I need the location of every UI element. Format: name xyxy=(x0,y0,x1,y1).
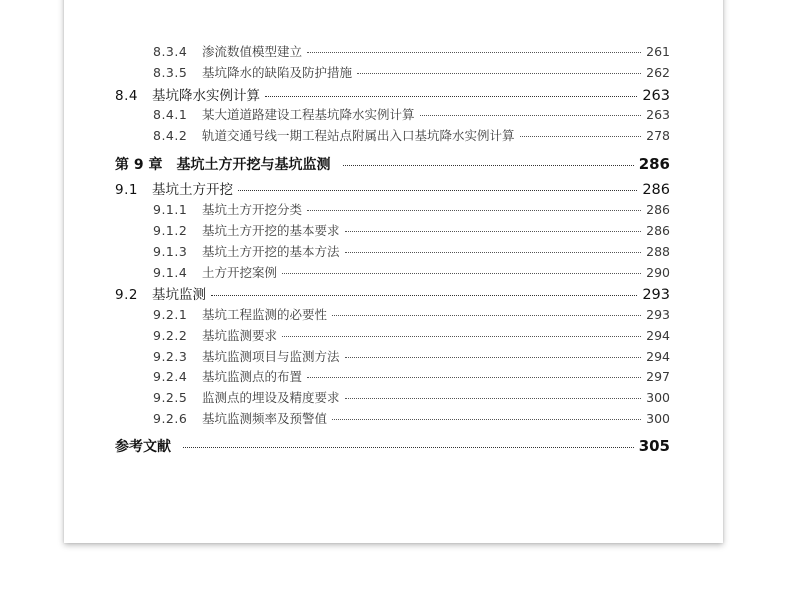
toc-entry-title: 基坑监测项目与监测方法 xyxy=(202,349,340,364)
toc-entry-title: 基坑土方开挖与基坑监测 xyxy=(176,157,331,173)
toc-leader-dots xyxy=(345,252,642,253)
toc-entry xyxy=(115,263,670,281)
toc-entry-number: 8.3.4 xyxy=(153,44,188,59)
toc-entry-page: 262 xyxy=(646,65,670,80)
toc-entry-title: 基坑工程监测的必要性 xyxy=(202,307,328,322)
toc-entry-page: 293 xyxy=(642,287,670,303)
toc-entry-page: 294 xyxy=(646,349,670,364)
toc-entry-page: 294 xyxy=(646,328,670,343)
toc-leader-dots xyxy=(520,136,642,137)
toc-entry-page: 263 xyxy=(646,107,670,122)
toc-leader-dots xyxy=(183,447,634,448)
toc-entry-page: 288 xyxy=(646,244,670,259)
toc-entry-title: 基坑监测点的布置 xyxy=(202,369,303,384)
toc-entry-page: 286 xyxy=(646,202,670,217)
toc-entry-title: 基坑降水的缺陷及防护措施 xyxy=(202,65,353,80)
toc-leader-dots xyxy=(211,295,637,296)
toc-entry xyxy=(115,221,670,239)
toc-entry xyxy=(115,326,670,344)
toc-entry-title: 某大道道路建设工程基坑降水实例计算 xyxy=(202,107,415,122)
toc-entry xyxy=(115,42,670,60)
toc-entry-number: 9.1.4 xyxy=(153,265,188,280)
toc-entry-title: 基坑土方开挖的基本要求 xyxy=(202,223,340,238)
toc-entry xyxy=(115,305,670,323)
toc-entry-title: 基坑土方开挖 xyxy=(152,182,233,198)
toc-entry-page: 278 xyxy=(646,128,670,143)
toc-entry-title: 基坑降水实例计算 xyxy=(152,88,260,104)
toc-entry-number: 8.4 xyxy=(115,88,138,104)
toc-entry-title: 渗流数值模型建立 xyxy=(202,44,303,59)
toc-entry-number: 9.1.1 xyxy=(153,202,188,217)
toc-leader-dots xyxy=(343,165,634,166)
toc-entry-number: 9.2.1 xyxy=(153,307,188,322)
toc-entry-title: 参考文献 xyxy=(115,439,171,455)
toc-entry-title: 基坑土方开挖的基本方法 xyxy=(202,244,340,259)
toc-entry xyxy=(115,84,670,104)
toc-entry-title: 土方开挖案例 xyxy=(202,265,278,280)
toc-entry-page: 305 xyxy=(638,437,670,455)
toc-entry-number: 9.2.2 xyxy=(153,328,188,343)
toc-entry xyxy=(115,388,670,406)
toc-entry-page: 263 xyxy=(642,88,670,104)
toc-entry xyxy=(115,200,670,218)
toc-leader-dots xyxy=(345,398,642,399)
toc-entry xyxy=(115,105,670,123)
toc-entry-page: 297 xyxy=(646,369,670,384)
toc-entry-number: 8.4.1 xyxy=(153,107,188,122)
toc-entry-number: 9.2.5 xyxy=(153,390,188,405)
toc-chapter-entry xyxy=(115,154,670,174)
toc-references-entry xyxy=(115,436,670,456)
toc-leader-dots xyxy=(265,96,637,97)
toc-entry-title: 基坑监测频率及预警值 xyxy=(202,411,328,426)
toc-leader-dots xyxy=(332,315,641,316)
toc-entry xyxy=(115,126,670,144)
toc-entry-number: 9.1 xyxy=(115,182,138,198)
toc-leader-dots xyxy=(238,190,637,191)
toc-leader-dots xyxy=(357,73,641,74)
toc-entry-number: 9.2 xyxy=(115,287,138,303)
toc-entry xyxy=(115,283,670,303)
toc-entry-number: 9.2.6 xyxy=(153,411,188,426)
toc-entry-title: 轨道交通号线一期工程站点附属出入口基坑降水实例计算 xyxy=(202,128,515,143)
toc-entry-page: 290 xyxy=(646,265,670,280)
toc-entry-number: 9.2.3 xyxy=(153,349,188,364)
toc-entry-title: 基坑监测要求 xyxy=(202,328,278,343)
toc-leader-dots xyxy=(420,115,642,116)
toc-entry-number: 9.1.2 xyxy=(153,223,188,238)
toc-leader-dots xyxy=(345,231,642,232)
toc-leader-dots xyxy=(282,336,641,337)
toc-entry-page: 300 xyxy=(646,411,670,426)
toc-leader-dots xyxy=(282,273,641,274)
toc-entry xyxy=(115,367,670,385)
toc-leader-dots xyxy=(345,357,642,358)
toc-entry-number: 8.4.2 xyxy=(153,128,188,143)
toc-leader-dots xyxy=(307,210,641,211)
toc-entry-page: 300 xyxy=(646,390,670,405)
toc-entry-number: 第 9 章 xyxy=(115,157,163,173)
toc-entry xyxy=(115,347,670,365)
toc-entry-title: 基坑监测 xyxy=(152,287,206,303)
toc-entry xyxy=(115,178,670,198)
toc-entry xyxy=(115,63,670,81)
toc-entry-page: 286 xyxy=(638,155,670,173)
toc-entry xyxy=(115,409,670,427)
toc-entry-title: 基坑土方开挖分类 xyxy=(202,202,303,217)
toc-entry-page: 286 xyxy=(646,223,670,238)
toc-entry-page: 293 xyxy=(646,307,670,322)
toc-entry-number: 9.1.3 xyxy=(153,244,188,259)
toc-leader-dots xyxy=(307,52,641,53)
toc-entry-number: 8.3.5 xyxy=(153,65,188,80)
toc-entry-number: 9.2.4 xyxy=(153,369,188,384)
toc-entry xyxy=(115,242,670,260)
toc-entry-page: 261 xyxy=(646,44,670,59)
toc-entry-title: 监测点的埋设及精度要求 xyxy=(202,390,340,405)
toc-leader-dots xyxy=(332,419,641,420)
toc-leader-dots xyxy=(307,377,641,378)
toc-entry-page: 286 xyxy=(642,182,670,198)
